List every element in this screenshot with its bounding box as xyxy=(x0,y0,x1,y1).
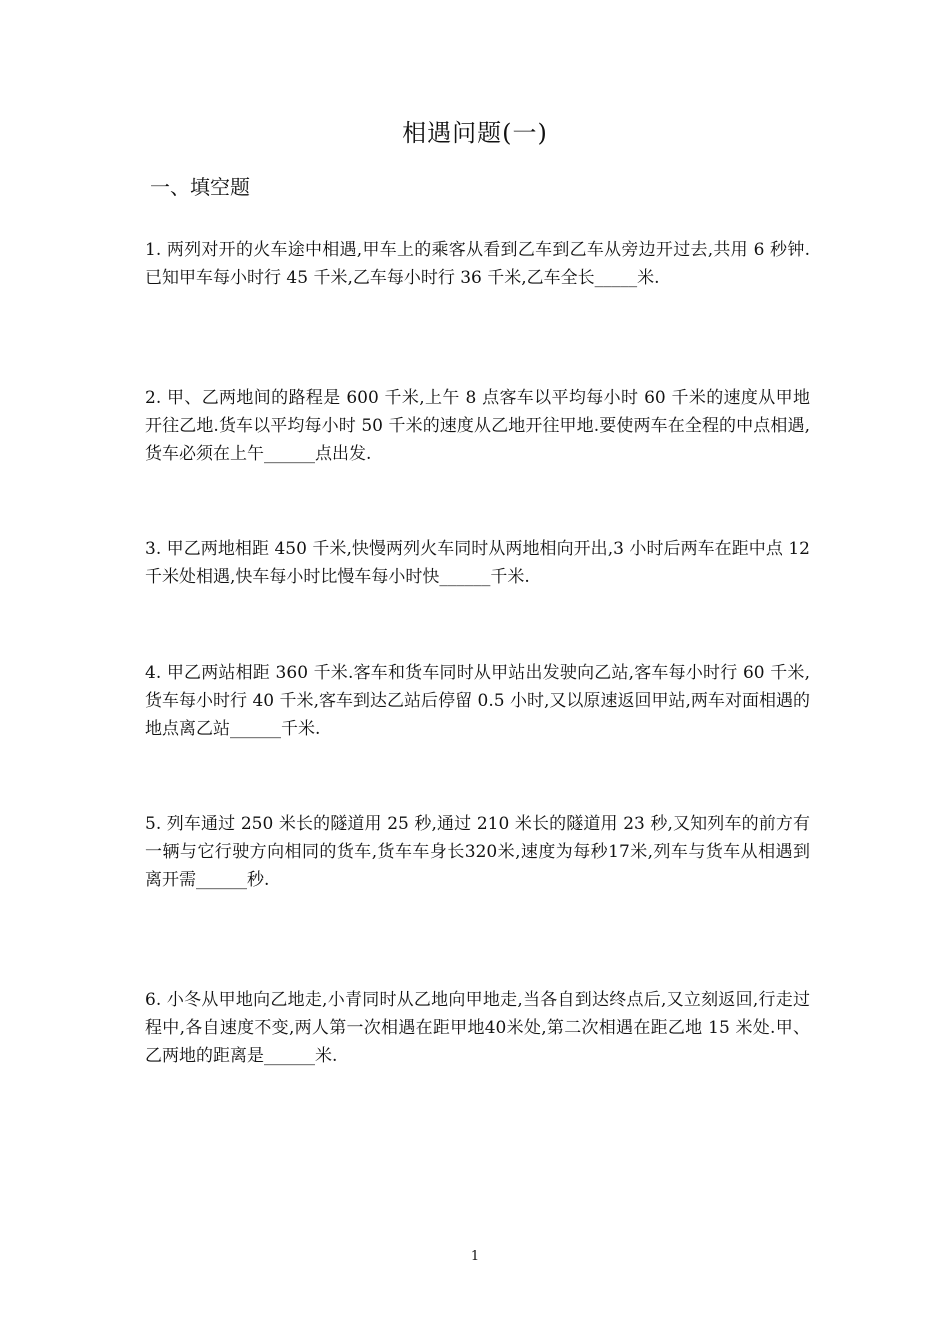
question-3: 3. 甲乙两地相距 450 千米,快慢两列火车同时从两地相向开出,3 小时后两车在距中点 12 千米处相遇,快车每小时比慢车每小时快______千米. xyxy=(145,539,810,587)
section-heading: 一、填空题 xyxy=(150,175,250,199)
question-2: 2. 甲、乙两地间的路程是 600 千米,上午 8 点客车以平均每小时 60 千米的速度从甲地开往乙地.货车以平均每小时 50 千米的速度从乙地开往甲地.要使两车在全程的中点相遇,货车必须在上午______点出发. xyxy=(145,388,810,464)
question-1: 1. 两列对开的火车途中相遇,甲车上的乘客从看到乙车到乙车从旁边开过去,共用 6 秒钟.已知甲车每小时行 45 千米,乙车每小时行 36 千米,乙车全长_____米. xyxy=(145,240,810,288)
page-title: 相遇问题(一) xyxy=(402,119,548,147)
question-6: 6. 小冬从甲地向乙地走,小青同时从乙地向甲地走,当各自到达终点后,又立刻返回,行走过程中,各自速度不变,两人第一次相遇在距甲地40米处,第二次相遇在距乙地 15 米处.甲、乙两地的距离是______米. xyxy=(145,990,810,1066)
page-number: 1 xyxy=(470,1249,480,1264)
question-5: 5. 列车通过 250 米长的隧道用 25 秒,通过 210 米长的隧道用 23 秒,又知列车的前方有一辆与它行驶方向相同的货车,货车车身长320米,速度为每秒17米,列车与货车从相遇到离开需______秒. xyxy=(145,814,810,890)
question-4: 4. 甲乙两站相距 360 千米.客车和货车同时从甲站出发驶向乙站,客车每小时行 60 千米,货车每小时行 40 千米,客车到达乙站后停留 0.5 小时,又以原速返回甲站,两车对面相遇的地点离乙站______千米. xyxy=(145,663,810,739)
